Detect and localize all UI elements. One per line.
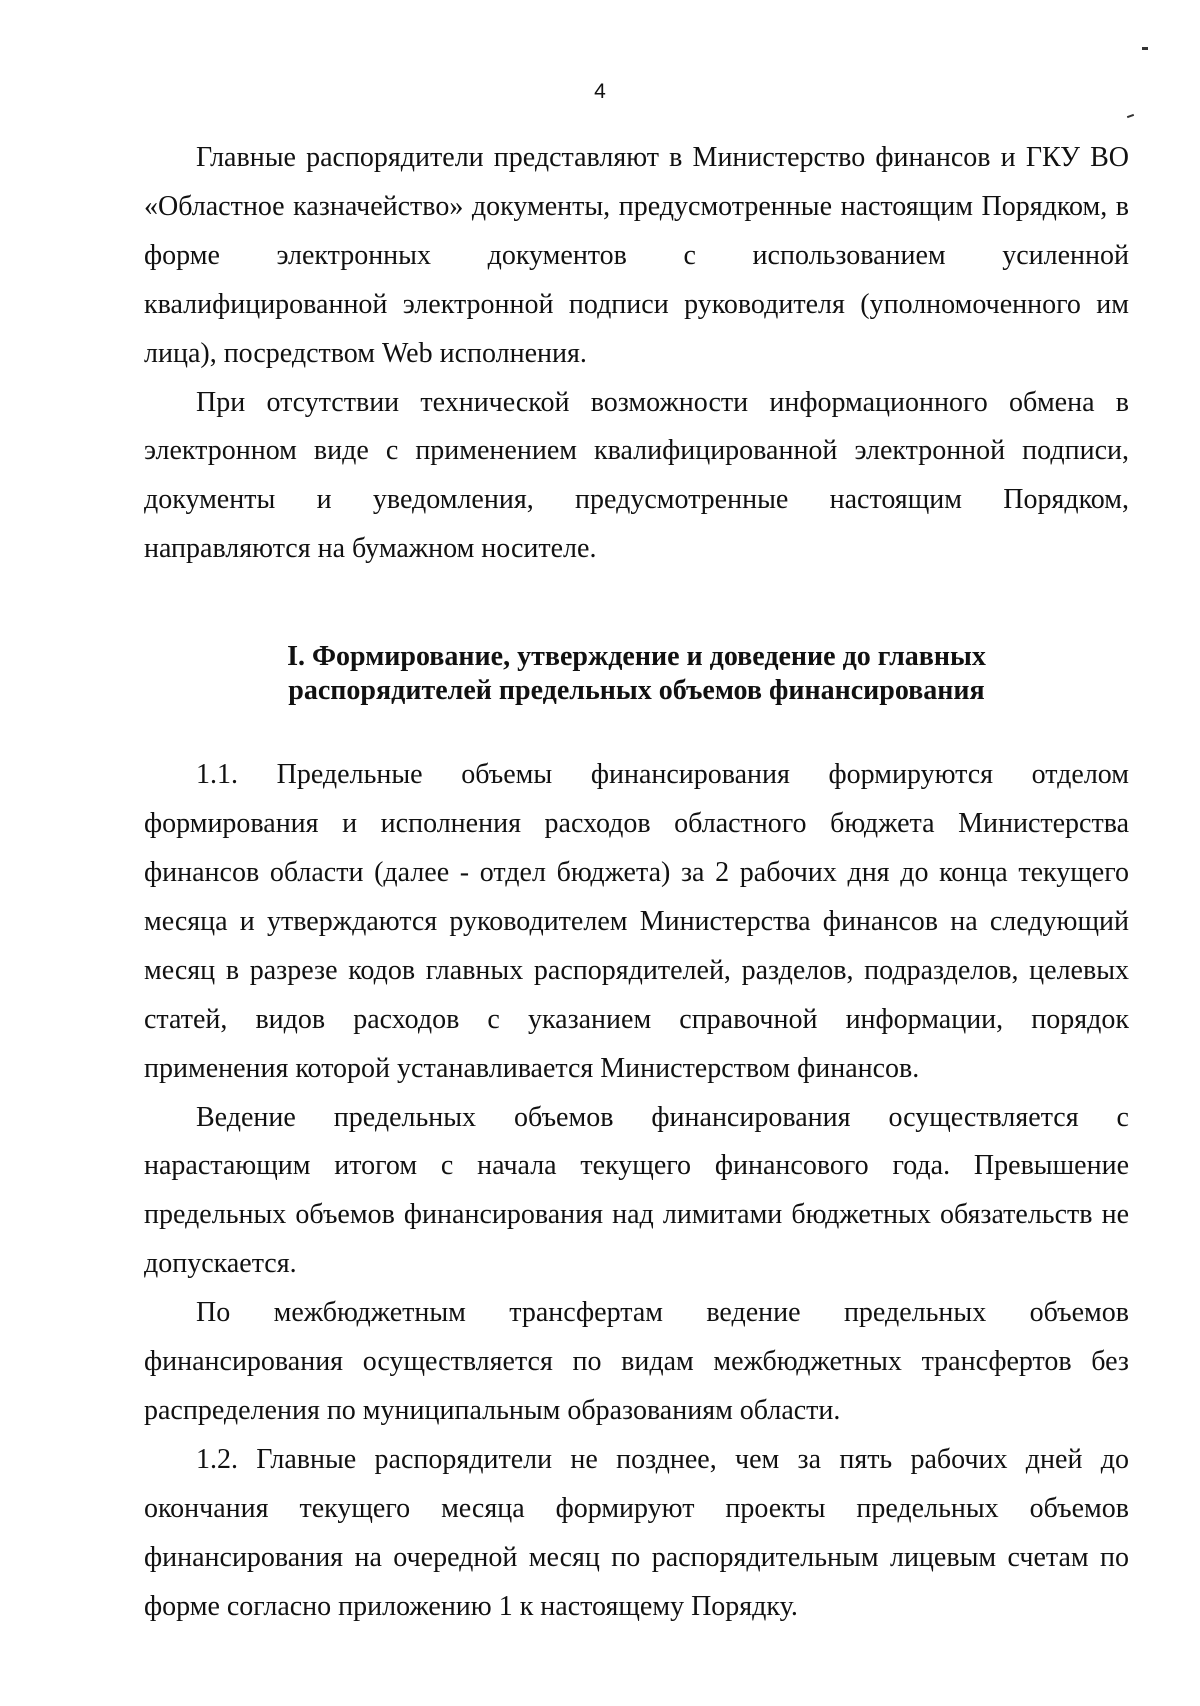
scan-mark-tick — [1127, 114, 1134, 118]
paragraph-interbudget-transfers: По межбюджетным трансфертам ведение предельных объемов финансирования осуществляется по видам межбюджетных трансфертов без распределения по муниципальным образованиям области. — [144, 1297, 1129, 1426]
section-heading-line-2: распорядителей предельных объемов финансирования — [288, 675, 985, 707]
section-heading — [144, 640, 1129, 708]
paragraph-paper-fallback: При отсутствии технической возможности информационного обмена в электронном виде с применением квалифицированной электронной подписи, документы и уведомления, предусмотренные настоящим Порядком, направляются на бумажном носителе. — [144, 386, 1129, 565]
paragraph-1-1: 1.1. Предельные объемы финансирования формируются отделом формирования и исполнения расходов областного бюджета Министерства финансов области (далее - отдел бюджета) за 2 рабочих дня до конца текущего месяца и утверждаются руководителем Министерства финансов на следующий месяц в разрезе кодов главных распорядителей, разделов, подразделов, целевых статей, видов расходов с указанием справочной информации, порядок применения которой устанавливается Министерством финансов. — [144, 759, 1129, 1084]
paragraph-cumulative-total: Ведение предельных объемов финансирования осуществляется с нарастающим итогом с начала текущего финансового года. Превышение предельных объемов финансирования над лимитами бюджетных обязательств не допускается. — [144, 1101, 1129, 1280]
document-body — [144, 134, 1129, 1631]
paragraph-1-2: 1.2. Главные распорядители не позднее, чем за пять рабочих дней до окончания текущего месяца формируют проекты предельных объемов финансирования на очередной месяц по распорядительным лицевым счетам по форме согласно приложению 1 к настоящему Порядку. — [144, 1443, 1129, 1622]
paragraph-submission-format: Главные распорядители представляют в Министерство финансов и ГКУ ВО «Областное казначейство» документы, предусмотренные настоящим Порядком, в форме электронных документов с использованием усиленной квалифицированной электронной подписи руководителя (уполномоченного им лица), посредством Web исполнения. — [144, 142, 1129, 369]
page-number: 4 — [594, 80, 606, 103]
scan-mark-dash — [1142, 47, 1148, 50]
section-heading-line-1: I. Формирование, утверждение и доведение до главных — [287, 641, 986, 673]
